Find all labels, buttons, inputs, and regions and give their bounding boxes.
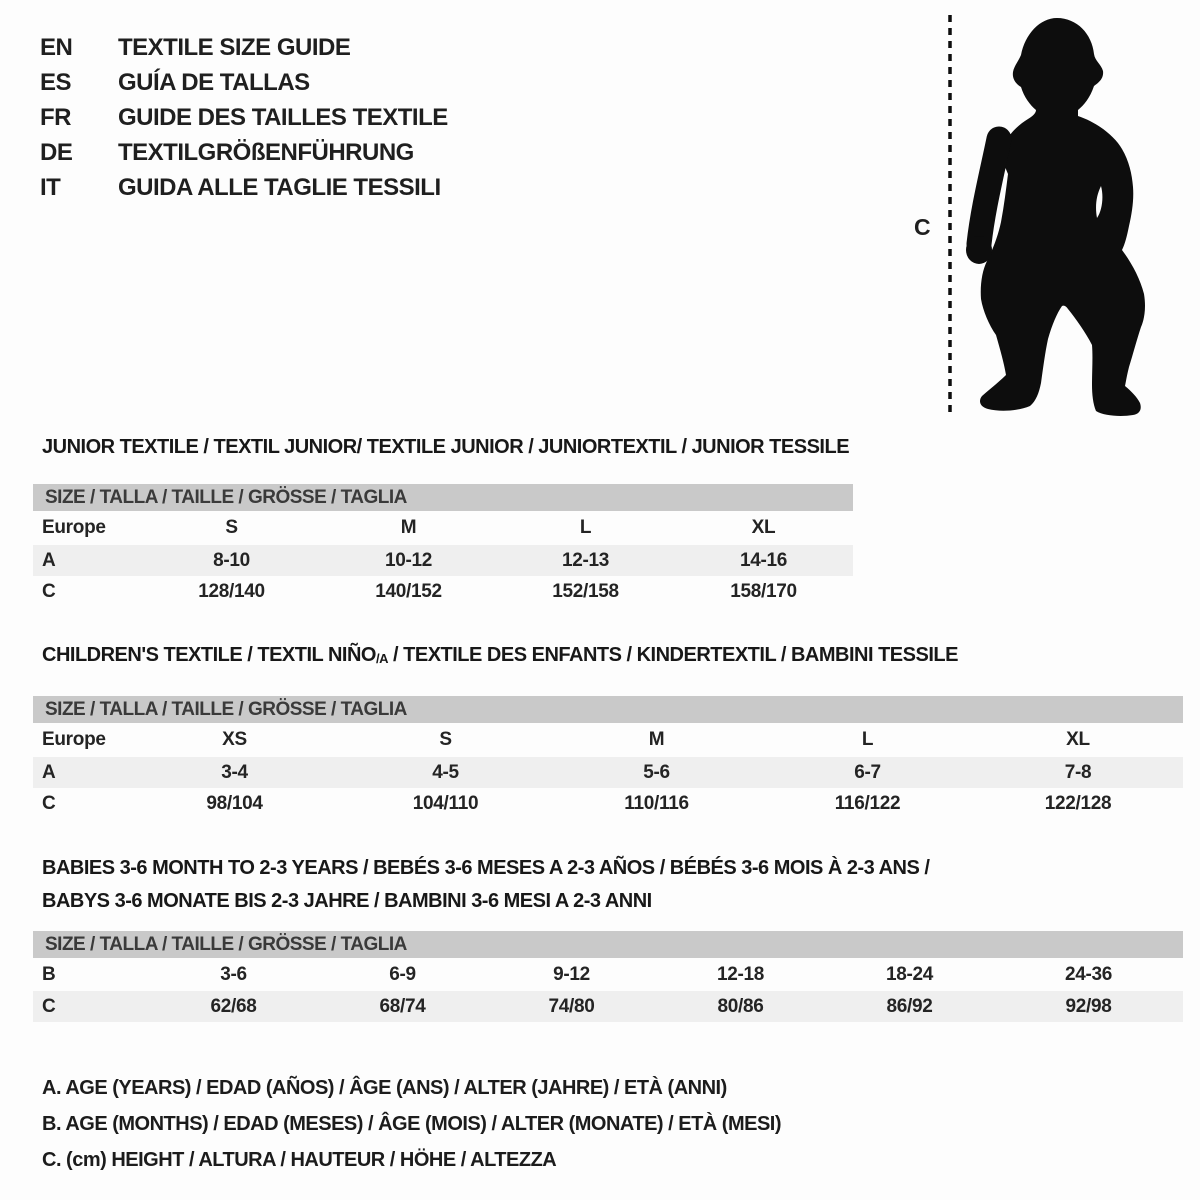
column-header: L <box>579 517 592 538</box>
cell: 8-10 <box>213 549 250 571</box>
size-header-label: SIZE / TALLA / TAILLE / GRÖSSE / TAGLIA <box>45 487 407 508</box>
column-header: L <box>861 729 874 750</box>
cell: 98/104 <box>206 792 263 814</box>
table-row-age <box>33 757 1183 788</box>
cell: 128/140 <box>198 580 265 602</box>
height-measure-label: C <box>914 214 931 240</box>
lang-code: EN <box>40 34 73 61</box>
babies-title-line1: BABIES 3-6 MONTH TO 2-3 YEARS / BEBÉS 3-6 MESES A 2-3 AÑOS / BÉBÉS 3-6 MOIS À 2-3 ANS / <box>42 857 930 879</box>
cell: 5-6 <box>643 761 670 783</box>
footnote-age-years: A. AGE (YEARS) / EDAD (AÑOS) / ÂGE (ANS) / ALTER (JAHRE) / ETÀ (ANNI) <box>42 1077 727 1099</box>
legend-footnotes <box>42 1070 781 1178</box>
cell: 3-6 <box>220 963 247 985</box>
table-row-height <box>33 576 853 607</box>
column-header: XS <box>222 729 247 750</box>
row-label: C <box>42 792 56 814</box>
lang-row-de <box>40 135 448 170</box>
junior-size-table <box>33 511 853 607</box>
babies-size-header-bar <box>33 931 1183 958</box>
children-section-title <box>42 644 1183 670</box>
cell: 6-9 <box>389 963 416 985</box>
lang-code: DE <box>40 139 73 166</box>
lang-code: ES <box>40 69 72 96</box>
cell: 6-7 <box>854 761 881 783</box>
lang-row-it <box>40 170 448 205</box>
lang-row-es <box>40 65 448 100</box>
footnote-age-months: B. AGE (MONTHS) / EDAD (MESES) / ÂGE (MOIS) / ALTER (MONATE) / ETÀ (MESI) <box>42 1113 782 1135</box>
cell: 7-8 <box>1064 761 1092 783</box>
cell: 12-13 <box>561 549 610 571</box>
row-label: B <box>42 963 56 985</box>
cell: 74/80 <box>548 995 595 1017</box>
lang-row-fr <box>40 100 448 135</box>
cell: 116/122 <box>834 792 901 814</box>
cell: 24-36 <box>1064 963 1113 985</box>
babies-section-title <box>42 852 1183 918</box>
children-section <box>33 644 1183 819</box>
toddler-silhouette-icon <box>965 8 1155 423</box>
table-row-region <box>33 511 853 545</box>
cell: 122/128 <box>1044 792 1112 814</box>
column-header: M <box>400 517 417 538</box>
children-size-table <box>33 723 1183 819</box>
cell: 3-4 <box>221 761 248 783</box>
column-header: S <box>439 729 452 750</box>
babies-size-table <box>33 958 1183 1022</box>
lang-code: IT <box>40 174 61 201</box>
cell: 92/98 <box>1065 995 1112 1017</box>
cell: 86/92 <box>886 995 933 1017</box>
column-header: XL <box>1066 729 1090 750</box>
children-title-post: / TEXTILE DES ENFANTS / KINDERTEXTIL / BAMBINI TESSILE <box>387 644 958 666</box>
lang-title: GUIDE DES TAILLES TEXTILE <box>118 104 448 131</box>
cell: 4-5 <box>432 761 459 783</box>
lang-title: GUIDA ALLE TAGLIE TESSILI <box>118 174 441 201</box>
size-header-label: SIZE / TALLA / TAILLE / GRÖSSE / TAGLIA <box>45 934 407 955</box>
row-label: C <box>42 580 56 602</box>
cell: 140/152 <box>375 580 442 602</box>
cell: 158/170 <box>730 580 797 602</box>
row-label: C <box>42 995 56 1017</box>
language-header <box>40 30 448 205</box>
footnote-height: C. (cm) HEIGHT / ALTURA / HAUTEUR / HÖHE / ALTEZZA <box>42 1149 557 1171</box>
cell: 104/110 <box>412 792 479 814</box>
lang-row-en <box>40 30 448 65</box>
junior-size-header-bar <box>33 484 853 511</box>
height-measure-dashed-line <box>946 12 954 418</box>
lang-title: TEXTILE SIZE GUIDE <box>118 34 351 61</box>
table-row-age <box>33 545 853 576</box>
cell: 110/116 <box>624 792 689 814</box>
table-row-height <box>33 788 1183 819</box>
cell: 62/68 <box>210 995 257 1017</box>
cell: 10-12 <box>384 549 433 571</box>
cell: 18-24 <box>885 963 934 985</box>
size-header-label: SIZE / TALLA / TAILLE / GRÖSSE / TAGLIA <box>45 699 407 720</box>
children-title-pre: CHILDREN'S TEXTILE / TEXTIL NIÑO <box>42 644 376 666</box>
column-header: XL <box>751 517 776 538</box>
lang-title: GUÍA DE TALLAS <box>118 69 310 96</box>
region-label: Europe <box>42 517 106 538</box>
cell: 14-16 <box>739 549 788 571</box>
cell: 152/158 <box>552 580 619 602</box>
junior-section <box>33 436 853 607</box>
table-row-height <box>33 991 1183 1022</box>
region-label: Europe <box>42 729 106 750</box>
babies-title-line2: BABYS 3-6 MONATE BIS 2-3 JAHRE / BAMBINI 3-6 MESI A 2-3 ANNI <box>42 890 652 912</box>
column-header: S <box>225 517 238 538</box>
lang-code: FR <box>40 104 71 131</box>
children-title-sub: /A <box>375 651 388 666</box>
row-label: A <box>42 549 56 571</box>
column-header: M <box>648 729 665 750</box>
table-row-months <box>33 958 1183 991</box>
lang-title: TEXTILGRÖßENFÜHRUNG <box>118 139 414 166</box>
cell: 12-18 <box>716 963 765 985</box>
row-label: A <box>42 761 56 783</box>
children-size-header-bar <box>33 696 1183 723</box>
height-figure <box>900 8 1160 428</box>
table-row-region <box>33 723 1183 757</box>
babies-section <box>33 852 1183 1022</box>
junior-section-title: JUNIOR TEXTILE / TEXTIL JUNIOR/ TEXTILE JUNIOR / JUNIORTEXTIL / JUNIOR TESSILE <box>42 436 850 458</box>
cell: 80/86 <box>717 995 764 1017</box>
cell: 9-12 <box>553 963 590 985</box>
cell: 68/74 <box>379 995 426 1017</box>
